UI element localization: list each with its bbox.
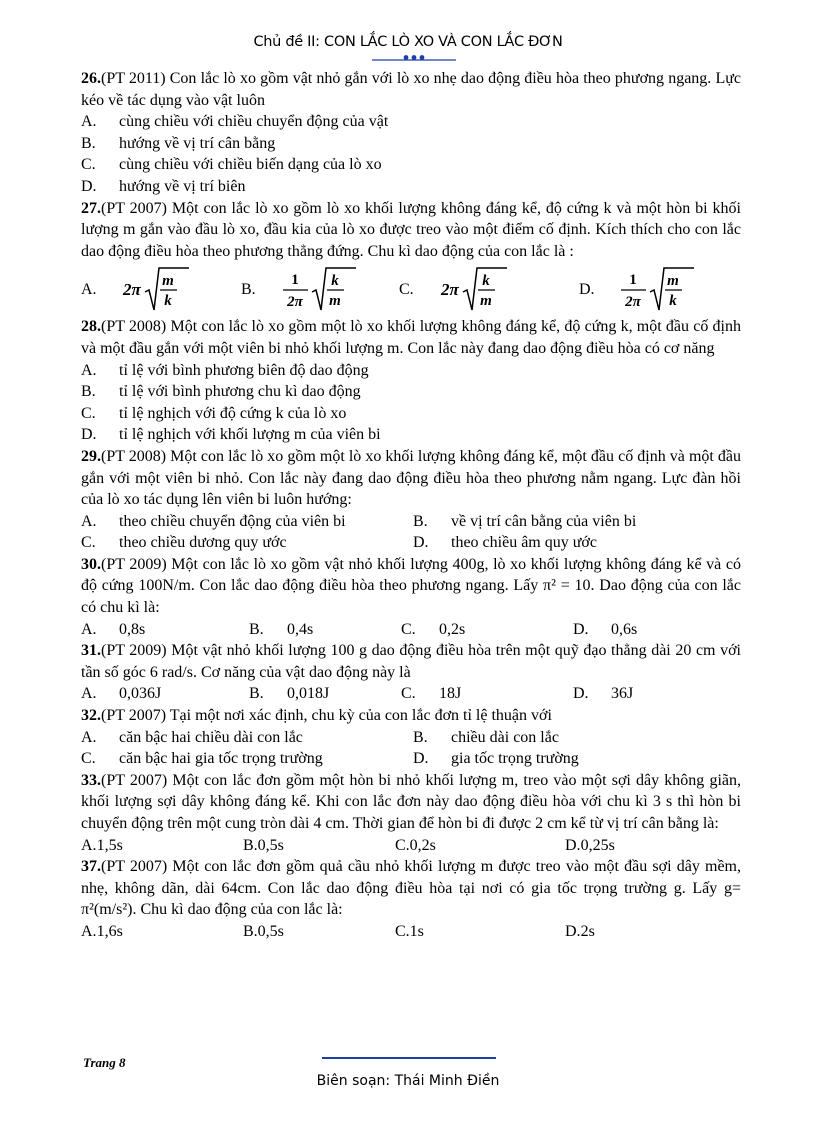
option-27-b[interactable]: B. 1 2π k m: [241, 265, 399, 313]
header-ornament: [372, 54, 456, 62]
option-29-d[interactable]: D. theo chiều âm quy ước: [413, 534, 597, 552]
question-31: [81, 640, 741, 683]
option-33-c[interactable]: C.0,2s: [395, 836, 436, 854]
option-29-a[interactable]: A. theo chiều chuyển động của viên bi: [81, 512, 346, 530]
question-number: 37.: [81, 858, 101, 876]
option-31-b[interactable]: B. 0,018J: [249, 685, 330, 703]
question-28: [81, 316, 741, 359]
option-33-a[interactable]: A.1,5s: [81, 836, 123, 854]
option-26-b[interactable]: B. hướng về vị trí cân bằng: [81, 134, 276, 152]
svg-text:m: m: [329, 293, 341, 310]
options-29-row-2: [81, 532, 741, 554]
question-text: (PT 2009) Một con lắc lò xo gồm vật nhỏ khối lượng 400g, lò xo khối lượng không đáng kể và có độ cứng 100N/m. Con lắc dao động điều hòa theo phương ngang. Lấy π² = 10. Dao động của con lắc có chu kì là:: [81, 555, 741, 617]
question-text: (PT 2007) Một con lắc đơn gồm một hòn bi nhỏ khối lượng m, treo vào một sợi dây không giãn, khối lượng sợi dây không đáng kể. Khi con lắc đơn này dao động điều hòa với chu kì 3 s thì hòn bi chuyển động trên một cung tròn dài 4 cm. Thời gian để hòn bi đi được 2 cm kể từ vị trí cân bằng là:: [81, 771, 741, 832]
option-30-b[interactable]: B. 0,4s: [249, 620, 314, 638]
options-37: [81, 921, 741, 943]
question-number: 30.: [81, 555, 101, 573]
option-28-c[interactable]: C. tỉ lệ nghịch với độ cứng k của lò xo: [81, 404, 347, 422]
question-27: [81, 198, 741, 263]
formula-1-over-2pi-sqrt-k-over-m: [281, 265, 361, 313]
option-28-a[interactable]: A. tỉ lệ với bình phương biên độ dao động: [81, 361, 369, 379]
option-37-c[interactable]: C.1s: [395, 922, 424, 940]
footer-divider: [322, 1057, 496, 1059]
option-31-c[interactable]: C. 18J: [401, 685, 462, 703]
svg-text:k: k: [669, 293, 677, 310]
option-29-b[interactable]: B. về vị trí cân bằng của viên bi: [413, 512, 637, 530]
option-27-c[interactable]: C. 2π k m: [399, 265, 579, 313]
formula-2pi-sqrt-m-over-k: [121, 265, 191, 313]
question-text: (PT 2007) Một con lắc đơn gồm quả cầu nhỏ khối lượng m được treo vào một đầu sợi dây mềm, nhẹ, không dãn, dài 64cm. Con lắc dao động điều hòa tại nơi có gia tốc trọng trường g. Lấy g= π²(m/s²). Chu kì dao động của con lắc là:: [81, 858, 741, 919]
question-text: (PT 2007) Một con lắc lò xo gồm lò xo khối lượng không đáng kể, độ cứng k và một hòn bi khối lượng m gắn vào đầu lò xo, đầu kia của lò xo được treo vào một điểm cố định. Kích thích cho con lắc dao động điều hòa theo phương thẳng đứng. Chu kì dao động của con lắc là :: [81, 199, 741, 260]
question-text: (PT 2008) Một con lắc lò xo gồm một lò xo khối lượng không đáng kể, độ cứng k, một đầu cố định và một đầu gắn với một viên bi nhỏ khối lượng m. Con lắc này đang dao động điều hòa có cơ năng: [81, 318, 741, 357]
options-30: [81, 619, 741, 641]
question-number: 33.: [81, 771, 101, 789]
svg-text:1: 1: [629, 272, 637, 289]
options-32-row-2: [81, 748, 741, 770]
option-27-d[interactable]: D. 1 2π m k: [579, 265, 741, 313]
option-32-c[interactable]: C. căn bậc hai gia tốc trọng trường: [81, 750, 323, 768]
option-32-b[interactable]: B. chiều dài con lắc: [413, 728, 559, 746]
formula-options-27: [81, 264, 741, 314]
page-header: Chủ đề II: CON LẮC LÒ XO VÀ CON LẮC ĐƠN: [253, 34, 563, 50]
option-31-a[interactable]: A. 0,036J: [81, 685, 162, 703]
option-37-a[interactable]: A.1,6s: [81, 922, 123, 940]
svg-text:2π: 2π: [625, 294, 641, 311]
svg-text:m: m: [162, 273, 174, 290]
options-31: [81, 683, 741, 705]
svg-text:1: 1: [291, 272, 299, 289]
option-29-c[interactable]: C. theo chiều dương quy ước: [81, 534, 287, 552]
question-number: 29.: [81, 447, 101, 465]
svg-text:2π: 2π: [287, 294, 303, 311]
question-number: 27.: [81, 199, 101, 217]
option-33-d[interactable]: D.0,25s: [565, 836, 615, 854]
question-number: 28.: [81, 318, 101, 336]
option-30-d[interactable]: D. 0,6s: [573, 620, 638, 638]
options-32-row-1: [81, 727, 741, 749]
question-26: [81, 68, 741, 111]
question-number: 26.: [81, 70, 101, 87]
option-31-d[interactable]: D. 36J: [573, 685, 634, 703]
option-30-c[interactable]: C. 0,2s: [401, 620, 466, 638]
svg-text:k: k: [331, 273, 339, 290]
option-26-a[interactable]: A. cùng chiều với chiều chuyển động của vật: [81, 113, 389, 131]
svg-text:m: m: [667, 273, 679, 290]
option-28-b[interactable]: B. tỉ lệ với bình phương chu kì dao động: [81, 383, 361, 401]
option-32-d[interactable]: D. gia tốc trọng trường: [413, 750, 579, 768]
option-33-b[interactable]: B.0,5s: [243, 836, 284, 854]
question-list: [81, 68, 741, 943]
question-32: [81, 705, 741, 727]
question-29: [81, 446, 741, 511]
svg-text:m: m: [480, 293, 492, 310]
question-text: (PT 2007) Tại một nơi xác định, chu kỳ của con lắc đơn tỉ lệ thuận với: [101, 707, 552, 725]
options-33: [81, 835, 741, 857]
question-number: 31.: [81, 642, 101, 660]
question-text: (PT 2008) Một con lắc lò xo gồm một lò xo khối lượng không đáng kể, một đầu cố định và một đầu gắn với một viên bi nhỏ. Con lắc này đang dao động điều hòa theo phương nằm ngang. Lực đàn hồi của lò xo tác dụng lên viên bi luôn hướng:: [81, 447, 741, 509]
option-30-a[interactable]: A. 0,8s: [81, 620, 146, 638]
svg-text:2π: 2π: [123, 280, 141, 300]
option-37-b[interactable]: B.0,5s: [243, 922, 284, 940]
footer-author: Biên soạn: Thái Minh Điền: [316, 1073, 500, 1089]
question-30: [81, 554, 741, 619]
question-text: (PT 2009) Một vật nhỏ khối lượng 100 g dao động điều hòa trên một quỹ đạo thẳng dài 20 cm với tần số góc 6 rad/s. Cơ năng của vật dao động này là: [81, 642, 741, 681]
formula-1-over-2pi-sqrt-m-over-k: [619, 265, 699, 313]
page-number: Trang 8: [83, 1055, 126, 1070]
option-37-d[interactable]: D.2s: [565, 922, 595, 940]
question-33: [81, 770, 741, 835]
option-26-c[interactable]: C. cùng chiều với chiều biến dạng của lò xo: [81, 156, 382, 174]
options-29-row-1: [81, 511, 741, 533]
svg-text:k: k: [164, 293, 172, 310]
option-27-a[interactable]: A. 2π m k: [81, 265, 241, 313]
option-28-d[interactable]: D. tỉ lệ nghịch với khối lượng m của viên bi: [81, 426, 381, 444]
option-26-d[interactable]: D. hướng về vị trí biên: [81, 177, 246, 195]
svg-text:k: k: [482, 273, 490, 290]
svg-text:2π: 2π: [441, 280, 459, 300]
option-32-a[interactable]: A. căn bậc hai chiều dài con lắc: [81, 728, 303, 746]
formula-2pi-sqrt-k-over-m: [439, 265, 511, 313]
question-text: (PT 2011) Con lắc lò xo gồm vật nhỏ gắn với lò xo nhẹ dao động điều hòa theo phương ngang. Lực kéo về tác dụng vào vật luôn: [81, 70, 741, 109]
question-number: 32.: [81, 707, 101, 725]
question-37: [81, 856, 741, 921]
